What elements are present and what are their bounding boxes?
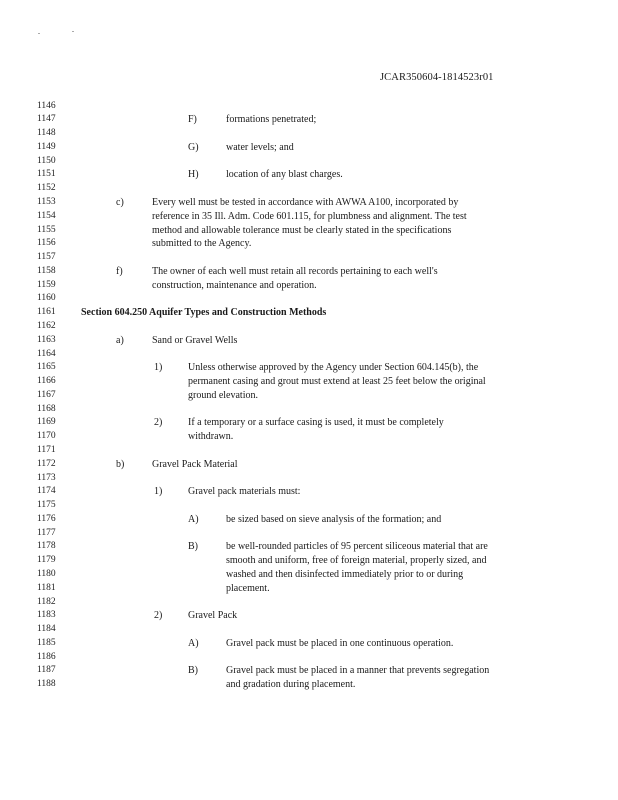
line-number: 1174 (37, 486, 56, 497)
line-number: 1167 (37, 389, 56, 400)
line-text: Gravel Pack (188, 610, 238, 622)
document-line (0, 513, 618, 526)
document-line (0, 320, 618, 333)
document-line (0, 292, 618, 305)
document-line (0, 100, 618, 113)
item-label: b) (116, 458, 125, 470)
document-line (0, 582, 618, 595)
document-line (0, 527, 618, 540)
line-number: 1188 (37, 679, 56, 690)
scan-speck (38, 33, 40, 34)
line-text: smooth and uniform, free of foreign material, properly sized, and (226, 555, 487, 567)
line-number: 1156 (37, 238, 56, 249)
line-text: construction, maintenance and operation. (152, 279, 317, 291)
line-number: 1171 (37, 445, 56, 455)
line-text: Gravel pack must be placed in a manner that prevents segregation (226, 665, 490, 677)
item-label: f) (116, 265, 123, 277)
line-text: water levels; and (226, 141, 294, 153)
line-number: 1182 (37, 596, 56, 607)
document-line (0, 499, 618, 512)
document-line (0, 651, 618, 664)
line-number: 1162 (37, 320, 56, 331)
document-line (0, 430, 618, 443)
line-text: placement. (226, 582, 270, 594)
document-line (0, 251, 618, 264)
document-line (0, 127, 618, 140)
line-number: 1168 (37, 403, 56, 414)
line-text: reference in 35 Ill. Adm. Code 601.115, for plumbness and alignment. The test (152, 210, 467, 222)
line-number: 1157 (37, 252, 56, 263)
item-label: 1) (154, 362, 163, 374)
line-number: 1159 (37, 279, 56, 290)
document-line (0, 210, 618, 223)
line-number: 1186 (37, 651, 56, 662)
line-text: Sand or Gravel Wells (152, 334, 238, 346)
document-line (0, 554, 618, 567)
line-number: 1150 (37, 155, 56, 166)
item-label: H) (188, 169, 199, 181)
line-text: formations penetrated; (226, 114, 317, 126)
line-number: 1149 (37, 141, 56, 152)
line-number: 1160 (37, 293, 56, 304)
item-label: G) (188, 141, 199, 153)
item-label: A) (188, 513, 199, 525)
document-line (0, 596, 618, 609)
document-line (0, 361, 618, 374)
document-line (0, 458, 618, 471)
document-line (0, 389, 618, 402)
item-label: a) (116, 334, 124, 346)
line-text: Every well must be tested in accordance with AWWA A100, incorporated by (152, 196, 459, 208)
line-text: location of any blast charges. (226, 169, 343, 181)
line-number: 1147 (37, 114, 56, 125)
line-number: 1178 (37, 541, 56, 552)
line-number: 1165 (37, 362, 56, 373)
item-label: B) (188, 541, 198, 553)
line-number: 1180 (37, 569, 56, 580)
document-line (0, 444, 618, 457)
line-number: 1184 (37, 624, 56, 635)
line-text: be sized based on sieve analysis of the formation; and (226, 513, 442, 525)
line-number: 1187 (37, 665, 56, 676)
line-text: Unless otherwise approved by the Agency under Section 604.145(b), the (188, 362, 479, 374)
item-label: B) (188, 665, 198, 677)
document-line (0, 678, 618, 691)
item-label: c) (116, 196, 124, 208)
line-number: 1173 (37, 472, 56, 483)
document-line (0, 623, 618, 636)
line-text: Gravel pack must be placed in one continuous operation. (226, 637, 454, 649)
document-line (0, 637, 618, 650)
line-number: 1155 (37, 224, 56, 235)
line-text: be well-rounded particles of 95 percent siliceous material that are (226, 541, 488, 553)
item-label: 2) (154, 610, 163, 622)
line-text: Gravel Pack Material (152, 458, 238, 470)
line-number: 1177 (37, 527, 56, 538)
line-number: 1170 (37, 431, 56, 442)
document-line (0, 237, 618, 250)
document-line (0, 334, 618, 347)
line-number: 1169 (37, 417, 56, 428)
line-number: 1158 (37, 265, 56, 276)
line-number: 1185 (37, 637, 56, 648)
document-line (0, 403, 618, 416)
document-line (0, 168, 618, 181)
document-line (0, 155, 618, 168)
line-text: washed and then disinfected immediately prior to or during (226, 569, 464, 581)
line-text: withdrawn. (188, 431, 234, 443)
line-number: 1181 (37, 582, 56, 593)
document-line (0, 306, 618, 319)
document-line (0, 568, 618, 581)
line-text: submitted to the Agency. (152, 238, 252, 250)
line-number: 1154 (37, 210, 56, 221)
document-line (0, 113, 618, 126)
line-number: 1179 (37, 555, 56, 566)
line-number: 1151 (37, 169, 56, 180)
line-number: 1148 (37, 128, 56, 139)
line-number: 1172 (37, 458, 56, 469)
document-id-header: JCAR350604-1814523r01 (380, 72, 494, 83)
line-number: 1163 (37, 334, 56, 345)
document-line (0, 196, 618, 209)
line-number: 1153 (37, 196, 56, 207)
line-text: and gradation during placement. (226, 679, 356, 691)
document-line (0, 348, 618, 361)
scan-speck (72, 31, 74, 32)
line-text: ground elevation. (188, 389, 258, 401)
item-label: A) (188, 637, 199, 649)
line-text: permanent casing and grout must extend at least 25 feet below the original (188, 376, 486, 388)
document-line (0, 540, 618, 553)
document-line (0, 224, 618, 237)
section-heading: Section 604.250 Aquifer Types and Construction Methods (81, 307, 327, 319)
line-text: The owner of each well must retain all records pertaining to each well's (152, 265, 438, 277)
document-line (0, 265, 618, 278)
line-text: method and allowable tolerance must be clearly stated in the specifications (152, 224, 452, 236)
document-line (0, 279, 618, 292)
document-line (0, 141, 618, 154)
line-number: 1161 (37, 307, 56, 318)
line-text: If a temporary or a surface casing is used, it must be completely (188, 417, 444, 429)
line-number: 1175 (37, 500, 56, 511)
line-text: Gravel pack materials must: (188, 486, 301, 498)
document-line (0, 485, 618, 498)
document-line (0, 609, 618, 622)
line-number: 1146 (37, 100, 56, 111)
document-line (0, 664, 618, 677)
line-number: 1183 (37, 610, 56, 621)
document-line (0, 375, 618, 388)
document-line (0, 472, 618, 485)
line-number: 1152 (37, 183, 56, 194)
item-label: 2) (154, 417, 163, 429)
line-number: 1176 (37, 513, 56, 524)
document-line (0, 416, 618, 429)
line-number: 1166 (37, 376, 56, 387)
line-number: 1164 (37, 348, 56, 359)
item-label: F) (188, 114, 197, 126)
item-label: 1) (154, 486, 163, 498)
document-line (0, 182, 618, 195)
